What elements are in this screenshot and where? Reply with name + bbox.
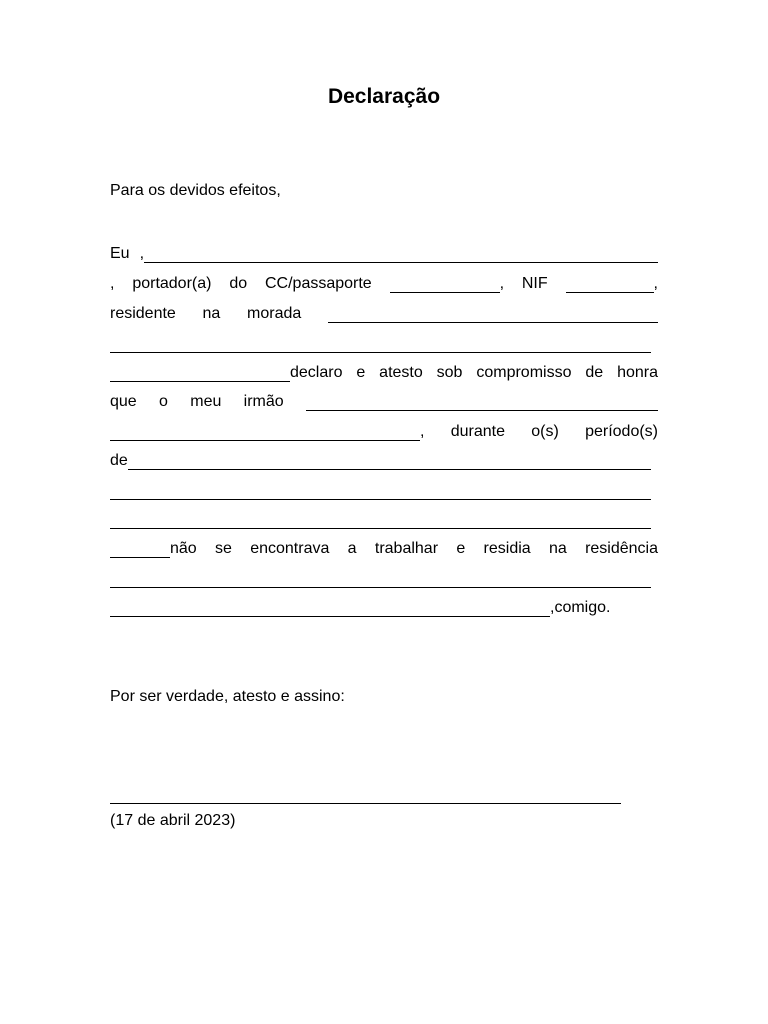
cc-number-blank[interactable]: [390, 289, 500, 293]
word-que: que: [110, 393, 137, 410]
word-na: na: [202, 305, 221, 322]
residence-word: a: [347, 540, 357, 557]
declaration-text: [290, 362, 658, 384]
residence-blank[interactable]: [110, 584, 651, 588]
nif-blank[interactable]: [566, 289, 654, 293]
residence-word: na: [548, 540, 567, 557]
eu-label: Eu: [110, 245, 130, 262]
declaration-word: compromisso: [476, 364, 572, 381]
nif-blank-group: [566, 273, 658, 295]
residence-word: encontrava: [250, 540, 330, 557]
word-meu: meu: [190, 393, 222, 410]
declaration-word: declaro: [290, 364, 343, 381]
residence-word: trabalhar: [374, 540, 439, 557]
declarant-name-line: [110, 243, 658, 265]
period-blank-4[interactable]: [110, 554, 170, 558]
signature-blank[interactable]: [110, 800, 621, 804]
line2-comma-start: ,: [110, 275, 115, 292]
date-line: [110, 810, 235, 832]
word-os: o(s): [531, 423, 559, 440]
word-portador: portador(a): [132, 275, 212, 292]
declaration-word: sob: [436, 364, 463, 381]
closing-line: [110, 686, 345, 708]
period-blank[interactable]: [128, 466, 651, 470]
address-blank-2[interactable]: [110, 349, 651, 353]
address-blank[interactable]: [328, 319, 658, 323]
residence-address-line: [110, 568, 651, 590]
word-periodos: período(s): [585, 423, 658, 440]
residence-word: se: [215, 540, 232, 557]
residence-word: e: [456, 540, 466, 557]
document-title: Declaração: [327, 85, 441, 108]
word-de: de: [110, 452, 128, 469]
residence-text: [170, 538, 658, 560]
period-dates-line: [110, 450, 651, 472]
greeting-text: Para os devidos efeitos,: [110, 182, 281, 199]
residence-line: [110, 538, 658, 560]
word-o: o: [159, 393, 168, 410]
declaration-word: honra: [617, 364, 658, 381]
nif-comma: ,: [653, 275, 658, 292]
signature-line: [110, 784, 621, 806]
residence-word: não: [170, 540, 197, 557]
brother-line: [110, 391, 658, 413]
word-residente: residente: [110, 305, 176, 322]
declaration-word: e: [356, 364, 366, 381]
nif-label: NIF: [521, 275, 548, 292]
brother-name-blank-2[interactable]: [110, 437, 420, 441]
cc-comma: ,: [499, 275, 505, 292]
word-cc-passaporte: CC/passaporte: [264, 275, 372, 292]
cc-blank-group: [390, 273, 504, 295]
word-irmao: irmão: [243, 393, 284, 410]
residence-word: residência: [585, 540, 658, 557]
residence-word: residia: [483, 540, 531, 557]
brother-blank-group: [110, 421, 424, 443]
period-line: [110, 421, 658, 443]
residence-blank-2[interactable]: [110, 613, 550, 617]
closing-text: Por ser verdade, atesto e assino:: [110, 688, 345, 705]
period-continuation-line-2: [110, 509, 651, 531]
address-continuation-line: [110, 333, 651, 355]
date-text: (17 de abril 2023): [110, 812, 236, 829]
period-blank-3[interactable]: [110, 525, 651, 529]
word-durante: durante: [450, 423, 505, 440]
word-morada: morada: [247, 305, 302, 322]
address-blank-3[interactable]: [110, 378, 290, 382]
word-do: do: [229, 275, 248, 292]
name-blank[interactable]: [144, 259, 658, 263]
greeting-line: [110, 180, 281, 202]
declaration-word: de: [585, 364, 604, 381]
comigo-line: [110, 597, 610, 619]
id-line: [110, 273, 658, 295]
comigo-text: ,comigo.: [550, 599, 611, 616]
address-line: [110, 303, 658, 325]
period-comma: ,: [420, 423, 425, 440]
period-continuation-line-1: [110, 480, 651, 502]
declaration-word: atesto: [379, 364, 423, 381]
brother-name-blank[interactable]: [306, 407, 658, 411]
declaration-line: [110, 362, 658, 384]
period-blank-2[interactable]: [110, 496, 651, 500]
eu-comma: ,: [139, 245, 145, 262]
